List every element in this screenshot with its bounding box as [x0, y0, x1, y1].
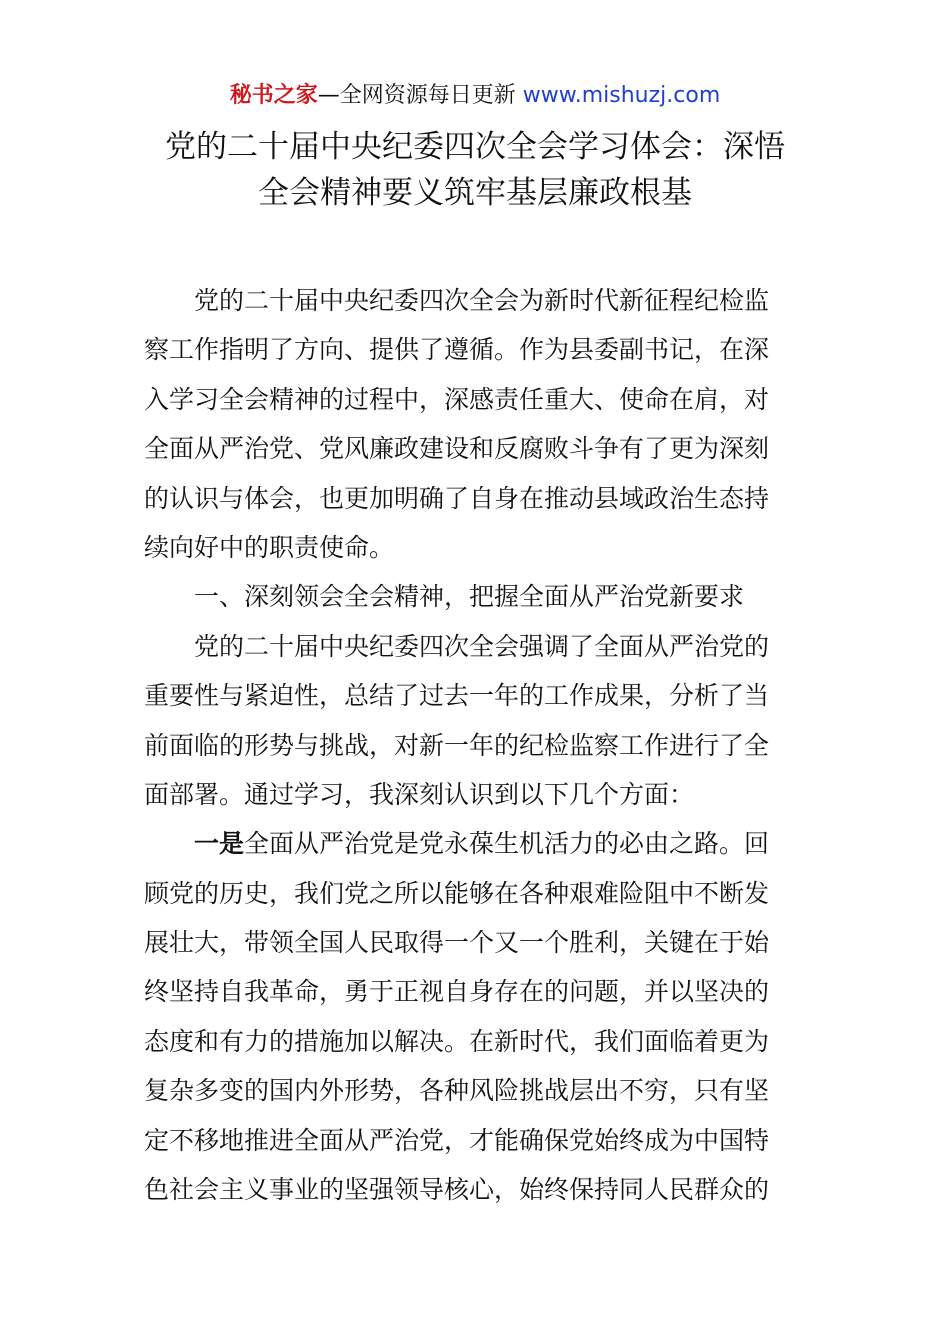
- paragraph-line: 全面从严治党、党风廉政建设和反腐败斗争有了更为深刻: [144, 434, 770, 464]
- paragraph-line: 党的二十届中央纪委四次全会为新时代新征程纪检监: [194, 286, 770, 315]
- document-title: [60, 124, 890, 216]
- paragraph-line: 的认识与体会，也更加明确了自身在推动县域政治生态持: [144, 483, 770, 513]
- point-lead-label: 一是: [194, 829, 245, 859]
- brand-name: 秘书之家: [229, 83, 318, 108]
- document-body: [144, 276, 792, 1214]
- title-line-1: 党的二十届中央纪委四次全会学习体会：深悟: [165, 129, 785, 165]
- paragraph-line: 展壮大，带领全国人民取得一个又一个胜利，关键在于始: [144, 928, 770, 958]
- paragraph-line-text: 全面从严治党是党永葆生机活力的必由之路。回: [244, 829, 770, 859]
- paragraph-line: 定不移地推进全面从严治党，才能确保党始终成为中国特: [144, 1125, 770, 1155]
- paragraph-line: 前面临的形势与挑战，对新一年的纪检监察工作进行了全: [144, 730, 770, 760]
- paragraph-line: 续向好中的职责使命。: [144, 532, 395, 562]
- paragraph-line: 入学习全会精神的过程中，深感责任重大、使命在肩，对: [144, 384, 770, 414]
- paragraph-line: 复杂多变的国内外形势，各种风险挑战层出不穷，只有坚: [144, 1076, 770, 1106]
- site-url-link[interactable]: www.mishuzj.com: [522, 83, 721, 108]
- header-tagline: —全网资源每日更新: [317, 83, 523, 108]
- paragraph-line: 色社会主义事业的坚强领导核心，始终保持同人民群众的: [144, 1175, 770, 1205]
- paragraph-line: 面部署。通过学习，我深刻认识到以下几个方面：: [144, 779, 695, 809]
- section-heading: 一、深刻领会全会精神，把握全面从严治党新要求: [194, 582, 745, 612]
- paragraph-line: 党的二十届中央纪委四次全会强调了全面从严治党的: [194, 631, 770, 661]
- paragraph-line: 态度和有力的措施加以解决。在新时代，我们面临着更为: [144, 1026, 770, 1056]
- title-line-2: 全会精神要义筑牢基层廉政根基: [258, 175, 692, 211]
- paragraph-line: 察工作指明了方向、提供了遵循。作为县委副书记，在深: [144, 335, 770, 365]
- paragraph-line: 顾党的历史，我们党之所以能够在各种艰难险阻中不断发: [144, 878, 770, 908]
- paragraph-line-with-lead: [144, 819, 792, 868]
- paragraph-line: 重要性与紧迫性，总结了过去一年的工作成果，分析了当: [144, 681, 770, 711]
- paragraph-line: 终坚持自我革命，勇于正视自身存在的问题，并以坚决的: [144, 977, 770, 1007]
- site-header: [0, 80, 950, 112]
